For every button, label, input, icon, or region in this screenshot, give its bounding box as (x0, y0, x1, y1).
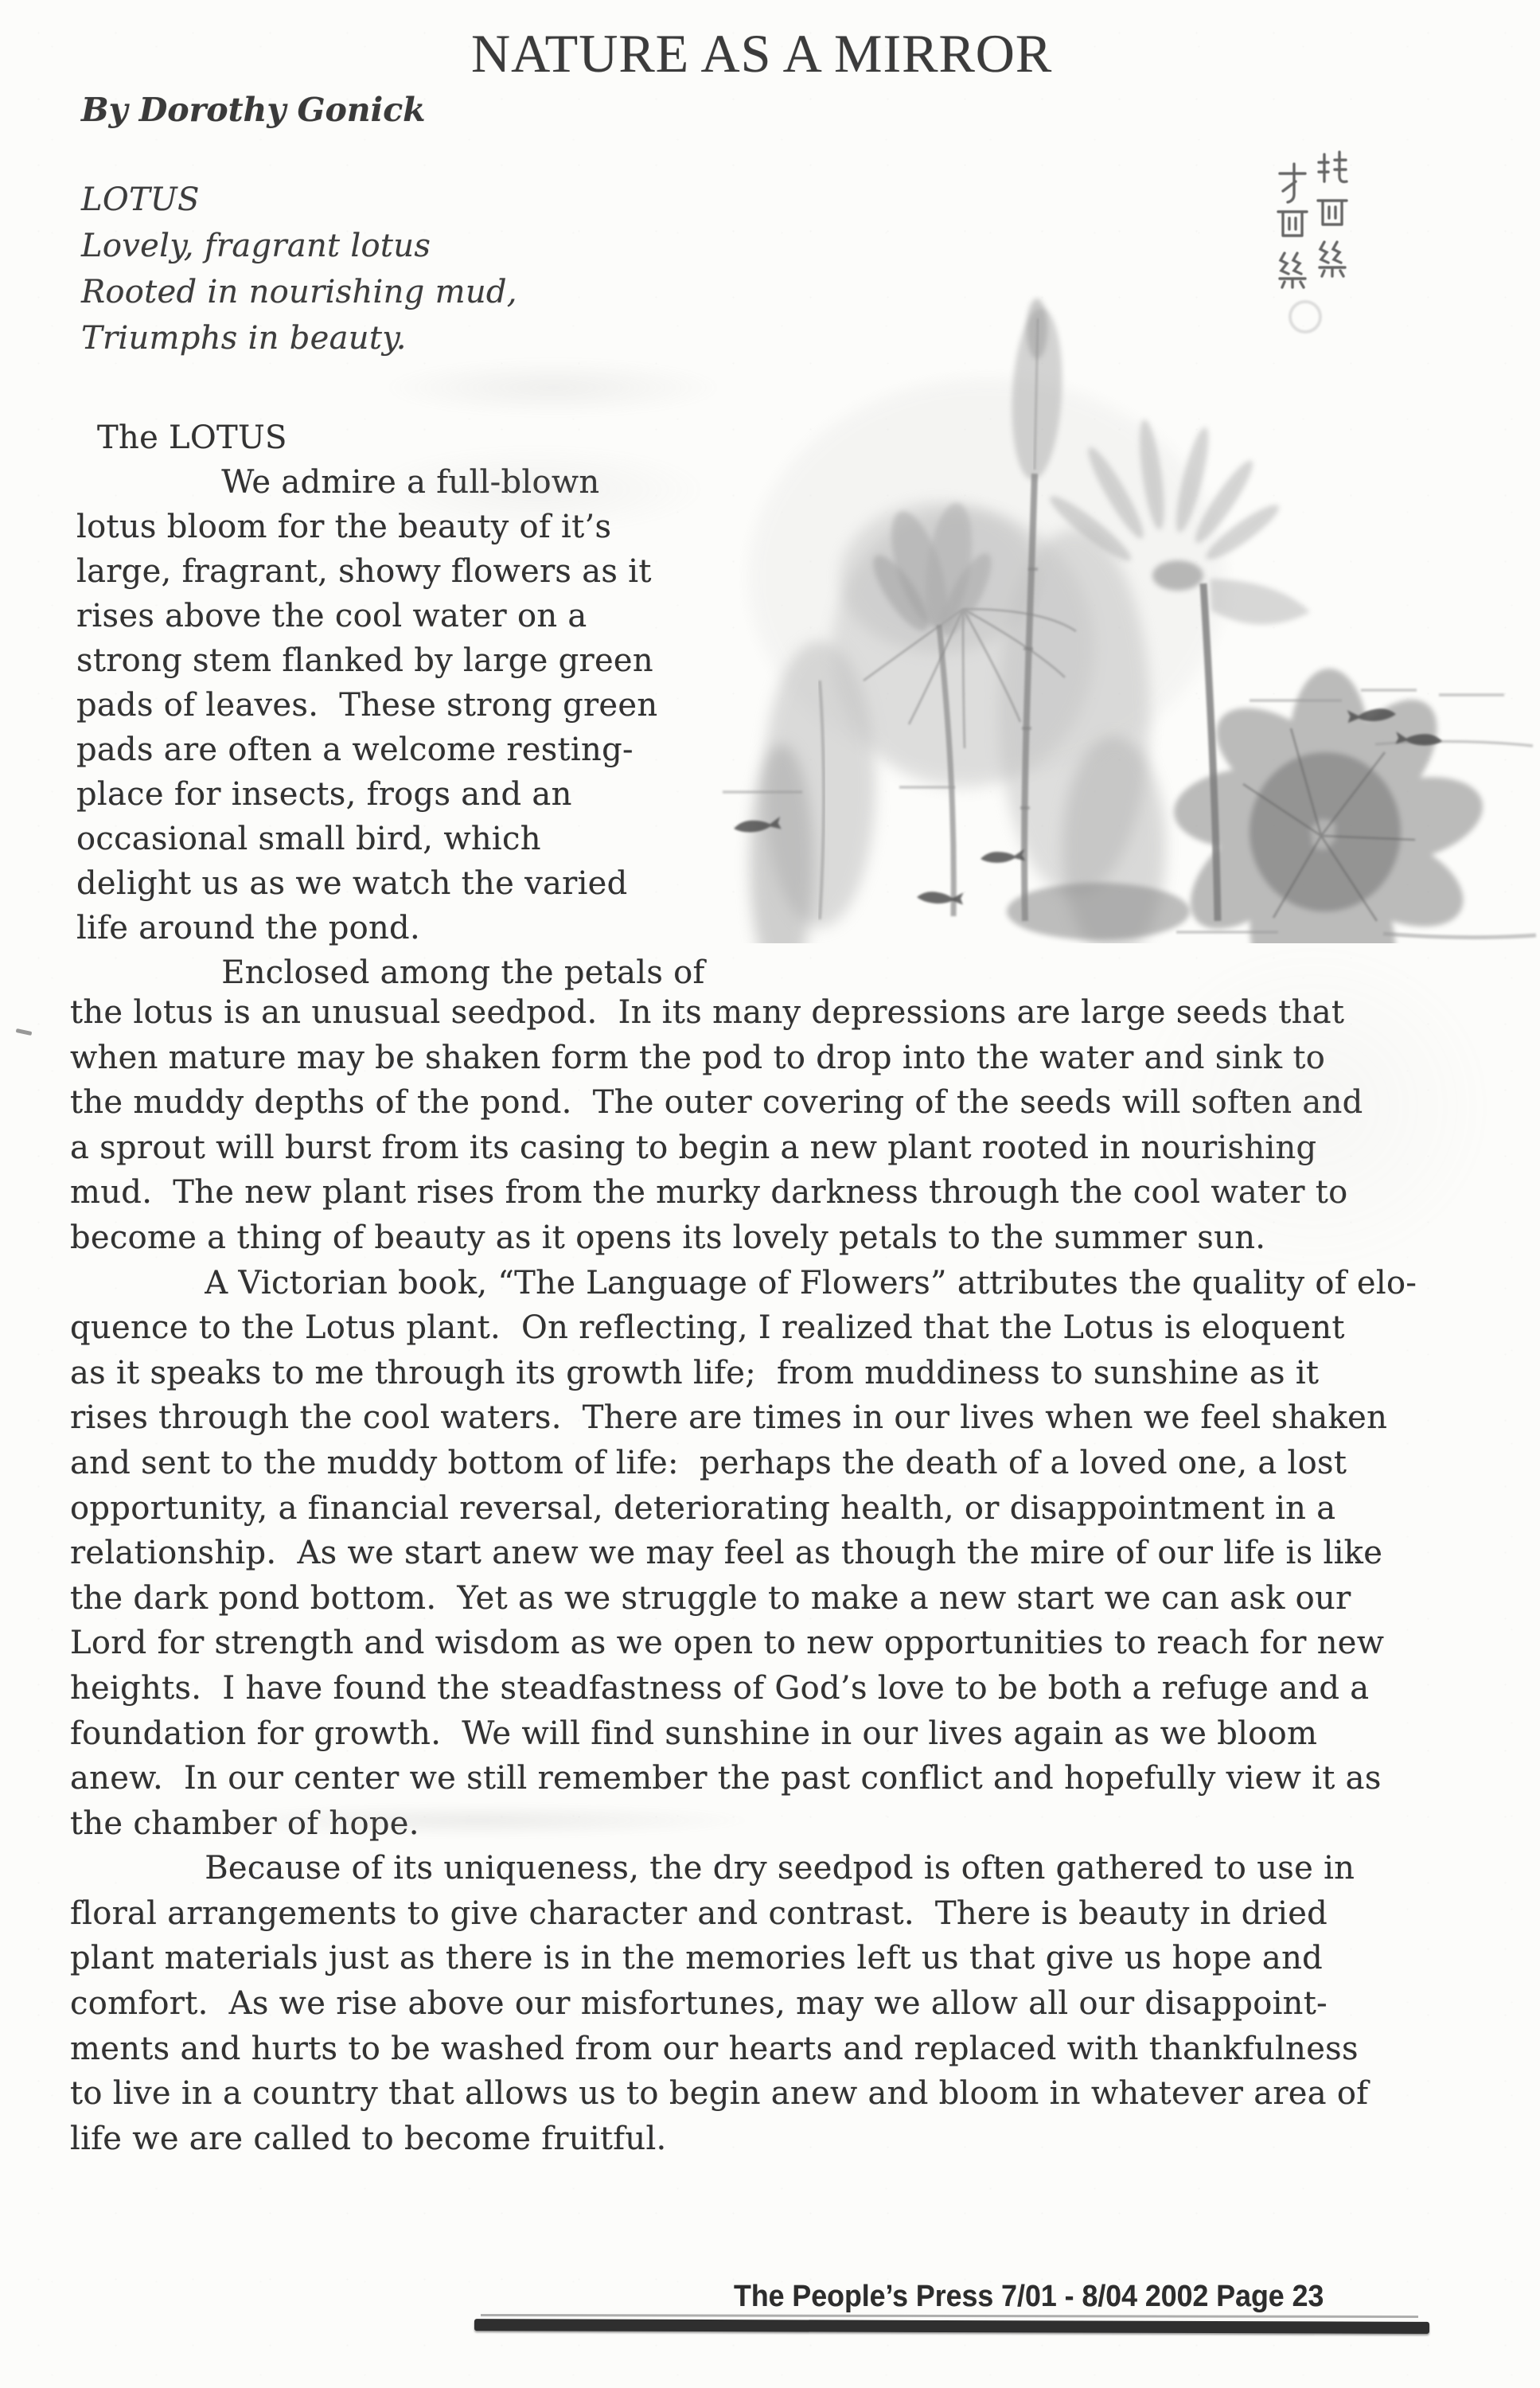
text-line: a sprout will burst from its casing to begin a new plant rooted in nourishing (70, 1129, 1317, 1166)
text-line: the muddy depths of the pond. The outer covering of the seeds will soften and (70, 1084, 1363, 1122)
text-line: large, fragrant, showy flowers as it (76, 553, 652, 590)
text-line: Rooted in nourishing mud, (81, 274, 517, 310)
article-body-text (70, 990, 1539, 2161)
text-line: ments and hurts to be washed from our hearts and replaced with thankfulness (70, 2030, 1359, 2067)
scan-smudge (382, 360, 724, 416)
article-column-text (76, 416, 721, 995)
text-line: We admire a full-blown (76, 464, 600, 501)
text-line: as it speaks to me through its growth life; from muddiness to sunshine as it (70, 1354, 1320, 1391)
text-line: Because of its uniqueness, the dry seedpod is often gathered to use in (70, 1850, 1355, 1887)
text-line: the chamber of hope. (70, 1805, 419, 1842)
text-line: quence to the Lotus plant. On reflecting, I realized that the Lotus is eloquent (70, 1309, 1345, 1347)
footer-page-info: The People’s Press 7/01 - 8/04 2002 Page 23 (734, 2280, 1324, 2313)
text-line: life around the pond. (76, 910, 420, 946)
text-line: heights. I have found the steadfastness of God’s love to be both a refuge and a (70, 1669, 1370, 1707)
text-line: rises above the cool water on a (76, 598, 587, 634)
text-line: strong stem flanked by large green (76, 642, 653, 679)
text-line: plant materials just as there is in the memories left us that give us hope and (70, 1940, 1324, 1977)
text-line: life we are called to become fruitful. (70, 2120, 667, 2157)
margin-mark (16, 1028, 33, 1036)
text-line: anew. In our center we still remember the past conflict and hopefully view it as (70, 1760, 1382, 1797)
text-line: Lovely, fragrant lotus (81, 228, 431, 264)
text-line: delight us as we watch the varied (76, 865, 628, 902)
text-line: and sent to the muddy bottom of life: perhaps the death of a loved one, a lost (70, 1444, 1347, 1481)
text-line: pads of leaves. These strong green (76, 687, 658, 724)
text-line: the dark pond bottom. Yet as we struggle to make a new start we can ask our (70, 1579, 1351, 1617)
text-line: to live in a country that allows us to begin anew and bloom in whatever area of (70, 2075, 1369, 2113)
text-line: Lord for strength and wisdom as we open to new opportunities to reach for new (70, 1625, 1385, 1662)
text-line: foundation for growth. We will find sunshine in our lives again as we bloom (70, 1715, 1318, 1752)
text-line: A Victorian book, “The Language of Flowers” attributes the quality of elo- (70, 1264, 1417, 1301)
text-line: the lotus is an unusual seedpod. In its many depressions are large seeds that (70, 994, 1345, 1031)
text-line: floral arrangements to give character and contrast. There is beauty in dried (70, 1894, 1328, 1932)
lotus-leaf-dark (1170, 669, 1491, 943)
fish-icon (917, 890, 964, 905)
text-line: The LOTUS (76, 419, 287, 456)
byline: By Dorothy Gonick (81, 91, 426, 129)
text-line: when mature may be shaken form the pod to drop into the water and sink to (70, 1039, 1326, 1076)
text-line: relationship. As we start anew we may feel as though the mire of our life is like (70, 1535, 1383, 1572)
text-line: opportunity, a financial reversal, deteriorating health, or disappointment in a (70, 1489, 1336, 1527)
page-title: NATURE AS A MIRROR (471, 23, 1053, 84)
text-line: mud. The new plant rises from the murky darkness through the cool water to (70, 1174, 1348, 1212)
text-line: become a thing of beauty as it opens its lovely petals to the summer sun. (70, 1219, 1266, 1256)
text-line: Triumphs in beauty. (81, 320, 407, 357)
text-line: occasional small bird, which (76, 821, 541, 857)
text-line: pads are often a welcome resting- (76, 732, 634, 768)
text-line: LOTUS (81, 181, 200, 218)
text-line: Enclosed among the petals of (76, 954, 705, 991)
footer-rule-thin (481, 2314, 1418, 2318)
text-line: lotus bloom for the beauty of it’s (76, 509, 612, 545)
text-line: rises through the cool waters. There are times in our lives when we feel shaken (70, 1399, 1388, 1437)
fish-icon (980, 849, 1025, 864)
text-line: place for insects, frogs and an (76, 776, 572, 813)
lotus-ink-painting (700, 235, 1540, 943)
lotus-poem (81, 177, 517, 361)
footer-rule-thick (474, 2319, 1429, 2334)
text-line: comfort. As we rise above our misfortunes, may we allow all our disappoint- (70, 1985, 1328, 2023)
